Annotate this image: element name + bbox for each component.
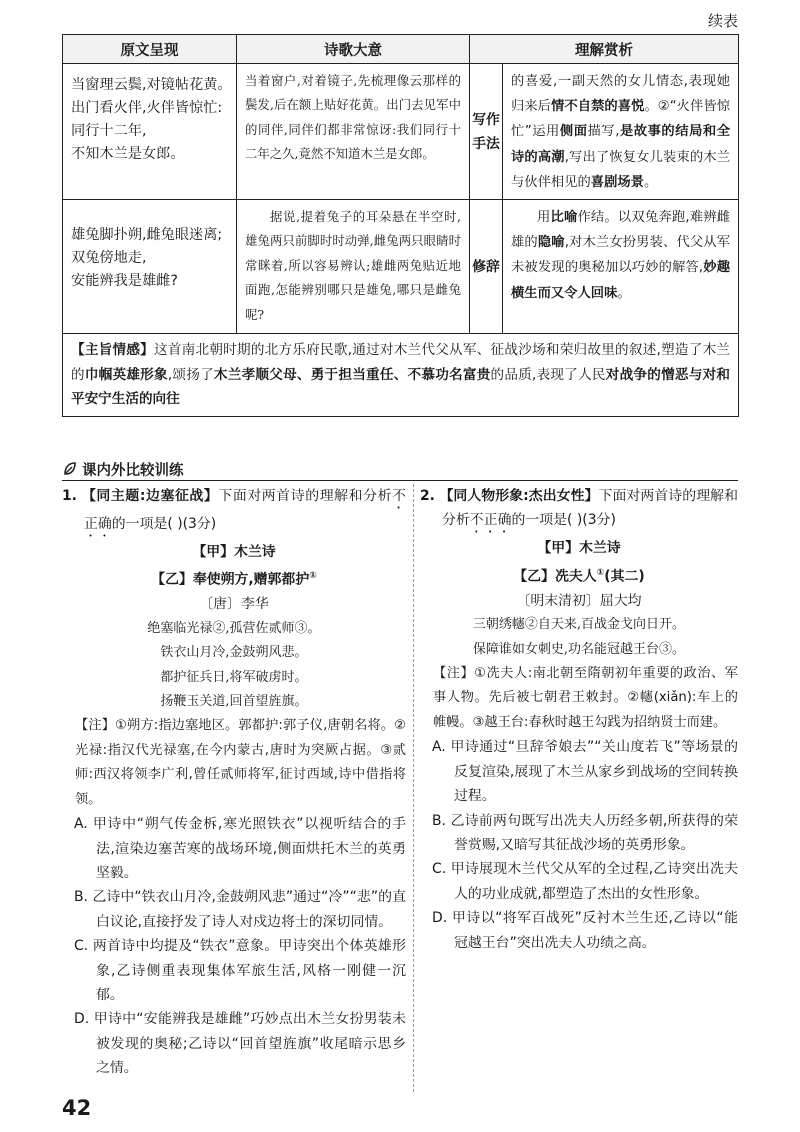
original-text-cell — [63, 64, 237, 200]
question-tag: 【同主题:边塞征战】 — [81, 488, 219, 504]
poem-line: 保障谁如女刺史,功名能冠越王台③。 — [472, 641, 686, 657]
poem-b-title-text: 【乙】冼夫人 — [513, 568, 597, 585]
analysis-emphasis: 侧面 — [559, 124, 588, 140]
rhetoric-tag: 修辞 — [472, 258, 500, 275]
right-column-content — [420, 484, 738, 955]
column-divider — [413, 484, 414, 1092]
summary-text: 的品质,表现了人民 — [490, 366, 606, 383]
poem-b-title — [420, 561, 738, 589]
analysis-emphasis: 比喻 — [550, 210, 578, 226]
poem-note: 【注】①冼夫人:南北朝至隋朝初年重要的政治、军事人物。先后被七朝君王敕封。②幰(xiǎn):车上的帷幔。③越王台:春秋时越王勾践为招纳贤士而建。 — [433, 666, 738, 730]
original-line: 不知木兰是女郎。 — [71, 146, 185, 162]
analysis-text: 。 — [643, 174, 658, 190]
stem-text: 的一项是( )(3分) — [111, 516, 217, 532]
poem-a-title: 【甲】木兰诗 — [537, 540, 621, 557]
analysis-emphasis: 情不自禁的喜悦 — [551, 99, 645, 115]
technique-tag: 写作手法 — [472, 111, 500, 152]
original-text-cell — [63, 200, 237, 334]
analysis-text: 用 — [537, 210, 551, 226]
analysis-emphasis: 隐喻 — [537, 235, 565, 251]
stem-text: 下面对两首诗的理解和分析 — [218, 488, 393, 504]
stem-emphasis: 不正确 — [84, 488, 406, 532]
analysis-cell — [503, 64, 739, 200]
summary-row — [63, 334, 739, 417]
stem-text: 的一项是( )(3分) — [511, 512, 616, 529]
analysis-text: ,对木兰女扮男装、代父从军未被发现的奥秘加以巧妙的解答, — [511, 235, 731, 276]
original-line: 同行十二年, — [71, 123, 147, 139]
original-line: 出门看火伴,火伴皆惊忙: — [71, 100, 223, 116]
meaning-cell: 据说,提着兔子的耳朵悬在半空时,雄兔两只前脚时时动弹,雌兔两只眼睛时常眯着,所以容易辨认;雄雌两兔贴近地面跑,怎能辨别哪只是雄兔,哪只是雌兔呢? — [237, 200, 470, 334]
poem-a-title: 【甲】木兰诗 — [192, 544, 276, 560]
analysis-text: 作结。以双兔奔跑,难辨雌雄的 — [511, 210, 730, 251]
question-2-stem — [420, 484, 738, 536]
summary-emphasis: 巾帼英雄形象 — [84, 366, 168, 383]
analysis-emphasis: 妙趣横生而又令人回味 — [511, 260, 731, 301]
poem-analysis-table — [62, 34, 739, 417]
question-tag: 【同人物形象:杰出女性】 — [439, 488, 599, 504]
analysis-text: ,写出了恢复女儿装束的木兰与伙伴相见的 — [511, 149, 731, 190]
summary-label: 【主旨情感】 — [71, 342, 154, 359]
original-line: 双兔傍地走, — [71, 250, 147, 267]
continued-label: 续表 — [707, 12, 738, 30]
poem-b-author: 〔明末清初〕屈大均 — [516, 592, 642, 609]
option-d[interactable]: D. 甲诗中“安能辨我是雄雌”巧妙点出木兰女扮男装未被发现的奥秘;乙诗以“回首望旌旗”收尾暗示思乡之情。 — [74, 1011, 406, 1077]
original-line: 安能辨我是雄雌? — [71, 273, 178, 290]
analysis-text: 。②“火伴皆惊忙”运用 — [511, 99, 731, 140]
header-meaning: 诗歌大意 — [237, 35, 470, 64]
original-line: 当窗理云鬓,对镜帖花黄。 — [71, 77, 232, 93]
rhetoric-tag-cell — [470, 200, 503, 334]
question-1-stem — [62, 484, 406, 540]
page-number: 42 — [62, 1096, 92, 1120]
option-c[interactable]: C. 甲诗展现木兰代父从军的全过程,乙诗突出冼夫人的功业成就,都塑造了杰出的女性形象。 — [432, 861, 738, 902]
technique-tag-cell — [470, 64, 503, 200]
analysis-text: 的喜爱,一副天然的女儿情态,表现她归来后 — [511, 74, 730, 115]
option-b[interactable]: B. 乙诗中“铁衣山月冷,金鼓朔风悲”通过“冷”“悲”的直白议论,直接抒发了诗人对戍边将士的深切同情。 — [74, 889, 406, 930]
poem-line: 扬鞭玉关道,回首望旌旗。 — [160, 694, 308, 710]
analysis-cell — [503, 200, 739, 334]
poem-line: 绝塞临光禄②,孤营佐贰师③。 — [147, 620, 321, 636]
header-original: 原文呈现 — [63, 35, 237, 64]
poem-line: 铁衣山月冷,金鼓朔风悲。 — [160, 645, 308, 661]
leaf-g-icon — [62, 461, 78, 477]
stem-emphasis: 不正确 — [469, 512, 512, 529]
question-number: 1. — [62, 488, 77, 504]
table-row — [63, 200, 739, 334]
question-number: 2. — [420, 488, 435, 504]
poem-b-title-text: 【乙】奉使朔方,赠郭都护 — [151, 572, 310, 589]
analysis-emphasis: 喜剧场景 — [590, 174, 644, 190]
poem-line: 三朝绣幰②自天来,百战金戈向日开。 — [472, 617, 686, 633]
poem-note: 【注】①朔方:指边塞地区。郭都护:郭子仪,唐朝名将。②光禄:指汉代光禄塞,在今内蒙古,唐时为突厥占据。③贰师:西汉将领李广利,曾任贰师将军,征讨西域,诗中借指将领。 — [75, 718, 406, 807]
table-header-row — [63, 35, 739, 64]
footnote-marker: ① — [309, 571, 317, 582]
analysis-emphasis: 是故事的结局和全诗的高潮 — [511, 124, 731, 165]
summary-emphasis: 木兰孝顺父母、勇于担当重任、不慕功名富贵 — [213, 366, 491, 383]
summary-emphasis: 对战争的憎恶与对和平安宁生活的向往 — [71, 366, 731, 408]
summary-text: ,颂扬了 — [167, 366, 214, 383]
left-column — [62, 484, 406, 1081]
poem-b-title — [62, 564, 406, 592]
option-d[interactable]: D. 甲诗以“将军百战死”反衬木兰生还,乙诗以“能冠越王台”突出冼夫人功绩之高。 — [432, 910, 738, 951]
summary-text: 这首南北朝时期的北方乐府民歌,通过对木兰代父从军、征战沙场和荣归故里的叙述,塑造了木兰的 — [71, 342, 731, 383]
option-c[interactable]: C. 两首诗中均提及“铁衣”意象。甲诗突出个体英雄形象,乙诗侧重表现集体军旅生活,风格一刚健一沉郁。 — [74, 938, 406, 1003]
table-row — [63, 64, 739, 200]
poem-b-title-tail: (其二) — [604, 568, 645, 585]
poem-b-author: 〔唐〕李华 — [199, 596, 269, 613]
footnote-marker: ① — [596, 567, 605, 578]
meaning-cell: 当着窗户,对着镜子,先梳理像云那样的鬓发,后在额上贴好花黄。出门去见军中的同伴,同伴们都非常惊讶:我们同行十二年之久,竟然不知道木兰是女郎。 — [237, 64, 470, 200]
option-a[interactable]: A. 甲诗通过“旦辞爷娘去”“关山度若飞”等场景的反复渲染,展现了木兰从家乡到战场的空间转换过程。 — [432, 739, 738, 805]
header-analysis: 理解赏析 — [470, 35, 739, 64]
option-b[interactable]: B. 乙诗前两句既写出冼夫人历经多朝,所获得的荣誉赏赐,又暗写其征战沙场的英勇形象。 — [432, 812, 738, 853]
original-line: 雄兔脚扑朔,雌兔眼迷离; — [71, 227, 223, 244]
poem-line: 都护征兵日,将军破虏时。 — [160, 669, 308, 685]
section-heading — [62, 458, 738, 481]
summary-cell — [63, 334, 739, 417]
analysis-text: 描写, — [587, 124, 620, 140]
stem-text: 下面对两首诗的理解和分析 — [442, 488, 738, 529]
section-title: 课内外比较训练 — [82, 462, 184, 479]
option-a[interactable]: A. 甲诗中“朔气传金柝,寒光照铁衣”以视听结合的手法,渲染边塞苦寒的战场环境,侧面烘托木兰的英勇坚毅。 — [74, 816, 406, 881]
analysis-text: 。 — [617, 285, 631, 301]
